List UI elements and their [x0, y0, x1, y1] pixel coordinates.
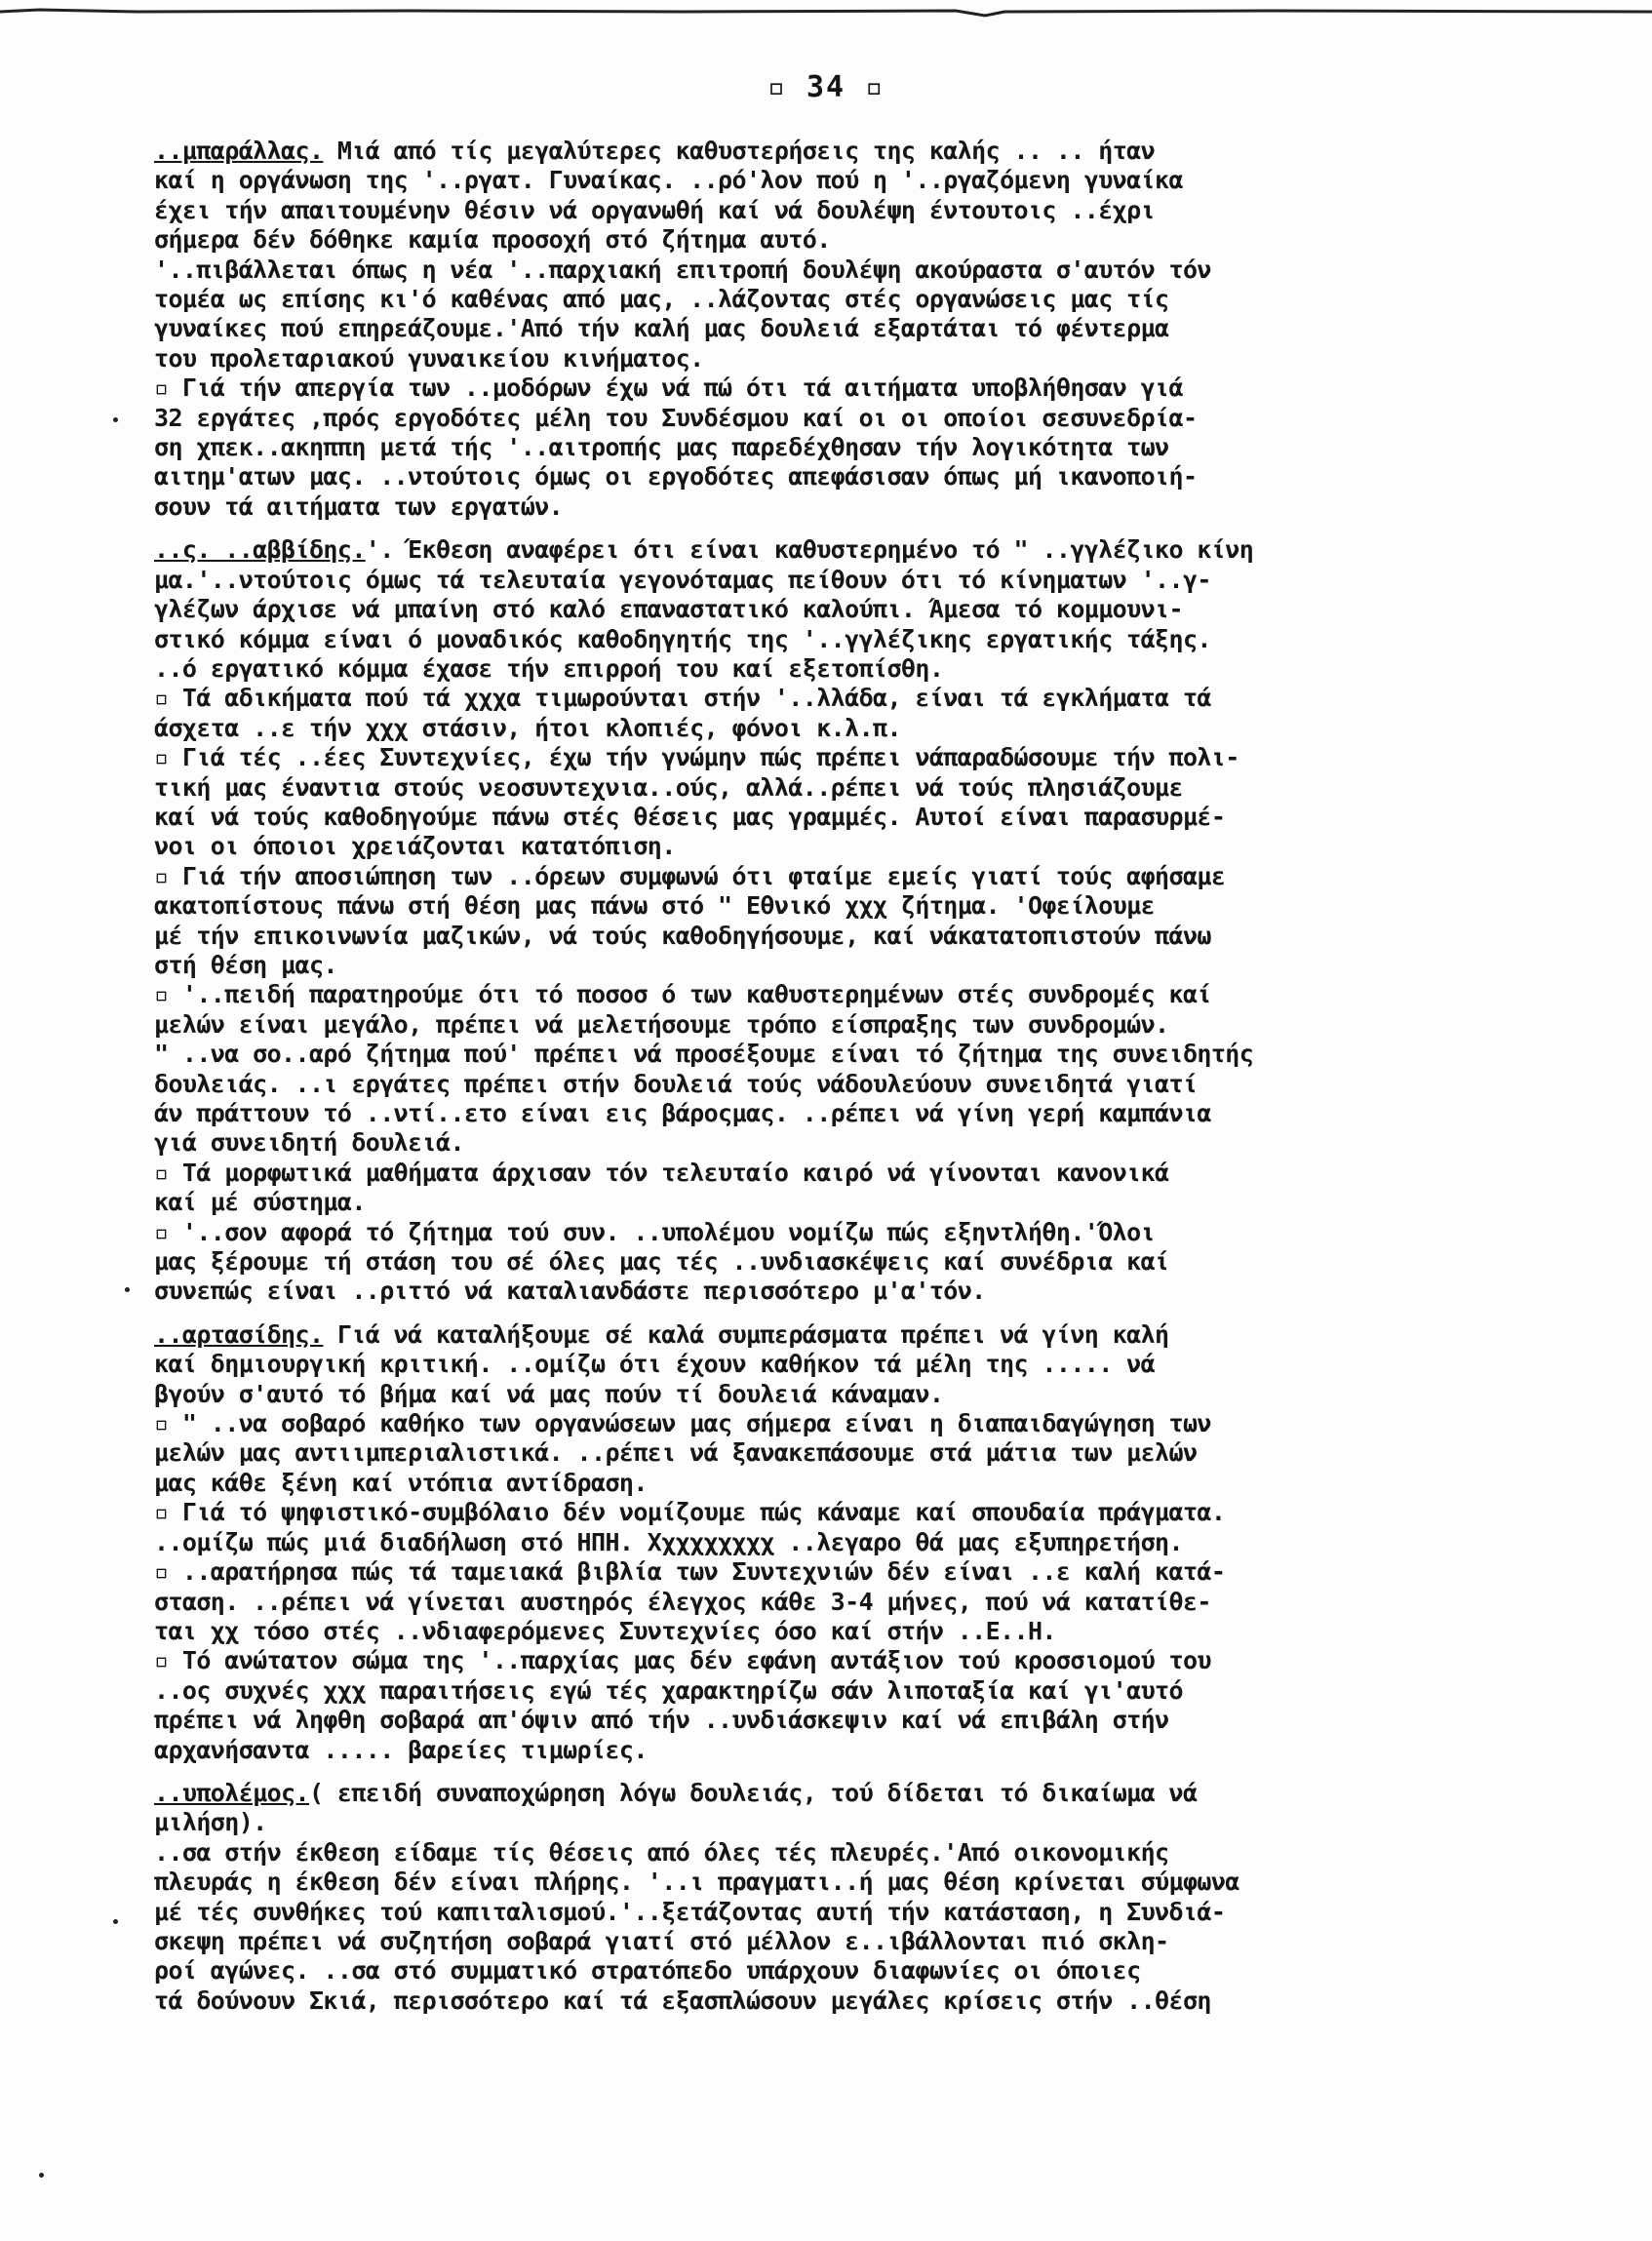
text-line: του προλεταριακού γυναικείου κινήματος. — [154, 343, 704, 373]
text-line: έχει τήν απαιτουμένην θέσιν νά οργανωθή καί νά δουλέψη έντουτοις ..έχρι — [154, 195, 1156, 224]
speaker-paragraph — [154, 1779, 1597, 2016]
text-line: ..ομίζω πώς μιά διαδήλωση στό ΗΠΗ. Χχχχχχχχχ ..λεγαρο θά μας εξυπηρετήση. — [154, 1527, 1183, 1556]
text-line: καί η οργάνωση της '..ργατ. Γυναίκας. ..ρό'λον πού η '..ργαζόμενη γυναίκα — [154, 166, 1183, 195]
text-line: ..αρτασίδης. Γιά νά καταλήξουμε σέ καλά συμπεράσματα πρέπει νά γίνη καλή — [154, 1319, 1169, 1349]
text-line: τομέα ως επίσης κι'ό καθένας από μας, ..λάζοντας στές οργανώσεις μας τίς — [154, 285, 1169, 314]
text-line: μας ξέρουμε τή στάση του σέ όλες μας τές ..υνδιασκέψεις καί συνέδρια καί — [154, 1247, 1169, 1277]
page-number-value: 34 — [806, 70, 846, 104]
text-line: σκεψη πρέπει νά συζητήση σοβαρά γιατί στό μέλλον ε..ιβάλλονται πιό σκλη- — [154, 1926, 1169, 1955]
text-line: καί νά τούς καθοδηγούμε πάνω στές θέσεις μας γραμμές. Αυτοί είναι παρασυρμέ- — [154, 802, 1226, 831]
text-line: ..ος συχνές χχχ παραιτήσεις εγώ τές χαρακτηρίζω σάν λιποταξία καί γι'αυτό — [154, 1675, 1183, 1705]
margin-mark — [113, 1919, 118, 1924]
text-line: ▫ '..σον αφορά τό ζήτημα τού συν. ..υπολέμου νομίζω πώς εξηντλήθη.'Όλοι — [154, 1217, 1156, 1246]
text-line: τική μας έναντια στούς νεοσυντεχνια..ούς, αλλά..ρέπει νά τούς πλησιάζουμε — [154, 772, 1183, 802]
text-line: σήμερα δέν δόθηκε καμία προσοχή στό ζήτημα αυτό. — [154, 225, 831, 255]
text-line: μελών μας αντιιμπεριαλιστικά. ..ρέπει νά ξανακεπάσουμε στά μάτια των μελών — [154, 1438, 1198, 1468]
speaker-name: ..υπολέμος. — [154, 1778, 309, 1807]
text-line: ..σα στήν έκθεση είδαμε τίς θέσεις από όλες τές πλευρές.'Από οικονομικής — [154, 1837, 1169, 1867]
text-line: άν πράττουν τό ..ντί..ετο είναι εις βάροςμας. ..ρέπει νά γίνη γερή καμπάνια — [154, 1099, 1211, 1127]
text-line: μέ τήν επικοινωνία μαζικών, νά τούς καθοδηγήσουμε, καί νάκατατοπιστούν πάνω — [154, 921, 1211, 950]
text-line: σταση. ..ρέπει νά γίνεται αυστηρός έλεγχος κάθε 3-4 μήνες, πού νά κατατίθε- — [154, 1587, 1211, 1616]
text-line: ▫ Γιά τήν απεργία των ..μοδόρων έχω νά πώ ότι τά αιτήματα υποβλήθησαν γιά — [154, 374, 1183, 403]
speaker-name: ..ς. ..αββίδης. — [154, 535, 366, 565]
margin-mark — [125, 1287, 130, 1292]
text-line: πρέπει νά ληφθη σοβαρά απ'όψιν από τήν ..υνδιάσκεψιν καί νά επιβάλη στήν — [154, 1706, 1169, 1735]
text-line: ακατοπίστους πάνω στή θέση μας πάνω στό " Εθνικό χχχ ζήτημα. 'Οφείλουμε — [154, 891, 1156, 921]
text-line: μιλήση). — [154, 1808, 267, 1837]
margin-mark — [39, 2173, 44, 2178]
text-line: μας κάθε ξένη καί ντόπια αντίδραση. — [154, 1468, 648, 1497]
text-line: ▫ Γιά τές ..έες Συντεχνίες, έχω τήν γνώμην πώς πρέπει νάπαραδώσουμε τήν πολι- — [154, 743, 1239, 772]
text-line: γυναίκες πού επηρεάζουμε.'Από τήν καλή μας δουλειά εξαρτάται τό φέντερμα — [154, 314, 1169, 343]
text-line: καί δημιουργική κριτική. ..ομίζω ότι έχουν καθήκον τά μέλη της ..... νά — [154, 1350, 1156, 1379]
page-number — [0, 70, 1652, 104]
text-line: μέ τές συνθήκες τού καπιταλισμού.'..ξετάζοντας αυτή τήν κατάσταση, η Συνδιά- — [154, 1897, 1226, 1926]
text-line: τά δούνουν Σκιά, περισσότερο καί τά εξασπλώσουν μεγάλες κρίσεις στήν ..θέση — [154, 1985, 1211, 2015]
text-line: αιτημ'ατων μας. ..ντούτοις όμως οι εργοδότες απεφάσισαν όπως μή ικανοποιή- — [154, 462, 1198, 491]
page-number-marker-right: ▫ — [865, 70, 885, 104]
text-line: γιά συνειδητή δουλειά. — [154, 1128, 464, 1158]
text-line: ▫ '..πειδή παρατηρούμε ότι τό ποσοσ ό των καθυστερημένων στές συνδρομές καί — [154, 980, 1211, 1009]
speaker-paragraph — [154, 535, 1597, 1307]
text-line: ροί αγώνες. ..σα στό συμματικό στρατόπεδο υπάρχουν διαφωνίες οι όποιες — [154, 1956, 1141, 1985]
text-line: ▫ ..αρατήρησα πώς τά ταμειακά βιβλία των Συντεχνιών δέν είναι ..ε καλή κατά- — [154, 1557, 1226, 1587]
text-line: ▫ Τά μορφωτικά μαθήματα άρχισαν τόν τελευταίο καιρό νά γίνονται κανονικά — [154, 1158, 1169, 1187]
text-line: ση χπεκ..ακηππη μετά τής '..αιτροπής μας παρεδέχθησαν τήν λογικότητα των — [154, 433, 1169, 462]
text-line: ..ς. ..αββίδης.'. Έκθεση αναφέρει ότι είναι καθυστερημένο τό " ..γγλέζικο κίνη — [154, 535, 1254, 565]
text-line: '..πιβάλλεται όπως η νέα '..παρχιακή επιτροπή δουλέψη ακούραστα σ'αυτόν τόν — [154, 255, 1211, 284]
text-line: ▫ Τά αδικήματα πού τά χχχα τιμωρούνται στήν '..λλάδα, είναι τά εγκλήματα τά — [154, 684, 1211, 713]
text-line: δουλειάς. ..ι εργάτες πρέπει στήν δουλειά τούς νάδουλεύουν συνειδητά γιατί — [154, 1069, 1198, 1098]
speaker-paragraph — [154, 137, 1597, 522]
text-line: " ..να σο..αρό ζήτημα πού' πρέπει νά προσέξουμε είναι τό ζήτημα της συνειδητής — [154, 1040, 1254, 1069]
text-line: ..υπολέμος.( επειδή συναποχώρηση λόγω δουλειάς, τού δίδεται τό δικαίωμα νά — [154, 1778, 1198, 1807]
text-line: σουν τά αιτήματα των εργατών. — [154, 491, 564, 521]
text-line: στή θέση μας. — [154, 950, 337, 979]
text-line: συνεπώς είναι ..ριττό νά καταλιανδάστε περισσότερο μ'α'τόν. — [154, 1277, 986, 1306]
text-line: αρχανήσαντα ..... βαρείες τιμωρίες. — [154, 1735, 648, 1764]
speaker-name: ..μπαράλλας. — [154, 137, 324, 165]
text-line: ▫ " ..να σοβαρό καθήκο των οργανώσεων μας σήμερα είναι η διαπαιδαγώγηση των — [154, 1409, 1211, 1438]
text-line: ..ό εργατικό κόμμα έχασε τήν επιρροή του καί εξετοπίσθη. — [154, 653, 944, 683]
text-line: γλέζων άρχισε νά μπαίνη στό καλό επαναστατικό καλούπι. Άμεσα τό κομμουνι- — [154, 595, 1183, 624]
page-number-marker-left: ▫ — [767, 70, 787, 104]
text-line: μα.'..ντούτοις όμως τά τελευταία γεγονόταμας πείθουν ότι τό κίνηματων '..γ- — [154, 565, 1211, 594]
margin-mark — [113, 417, 118, 422]
text-line: στικό κόμμα είναι ό μοναδικός καθοδηγητής της '..γγλέζικης εργατικής τάξης. — [154, 624, 1211, 653]
text-line: ται χχ τόσο στές ..νδιαφερόμενες Συντεχνίες όσο καί στήν ..Ε..Η. — [154, 1616, 1056, 1645]
text-line: ▫ Γιά τό ψηφιστικό-συμβόλαιο δέν νομίζουμε πώς κάναμε καί σπουδαία πράγματα. — [154, 1498, 1226, 1527]
text-line: άσχετα ..ε τήν χχχ στάσιν, ήτοι κλοπιές, φόνοι κ.λ.π. — [154, 713, 901, 742]
text-line: μελών είναι μεγάλο, πρέπει νά μελετήσουμε τρόπο είσπραξης των συνδρομών. — [154, 1009, 1169, 1039]
text-line: καί μέ σύστημα. — [154, 1188, 366, 1217]
text-line: πλευράς η έκθεση δέν είναι πλήρης. '..ι πραγματι..ή μας θέση κρίνεται σύμφωνα — [154, 1868, 1239, 1897]
text-line: ▫ Τό ανώτατον σώμα της '..παρχίας μας δέν εφάνη αντάξιον τού κροσσιομού του — [154, 1646, 1211, 1675]
typewritten-minutes-text — [154, 137, 1597, 2029]
text-line: ..μπαράλλας. Μιά από τίς μεγαλύτερες καθυστερήσεις της καλής .. .. ήταν — [154, 137, 1156, 165]
top-border-rule — [0, 6, 1652, 20]
speaker-name: ..αρτασίδης. — [154, 1319, 324, 1349]
speaker-paragraph — [154, 1320, 1597, 1765]
text-line: 32 εργάτες ,πρός εργοδότες μέλη του Συνδέσμου καί οι οι οποίοι σεσυνεδρία- — [154, 403, 1198, 432]
text-line: νοι οι όποιοι χρειάζονται κατατόπιση. — [154, 832, 676, 861]
text-line: βγούν σ'αυτό τό βήμα καί νά μας πούν τί δουλειά κάναμαν. — [154, 1379, 944, 1408]
text-line: ▫ Γιά τήν αποσιώπηση των ..όρεων συμφωνώ ότι φταίμε εμείς γιατί τούς αφήσαμε — [154, 861, 1226, 890]
